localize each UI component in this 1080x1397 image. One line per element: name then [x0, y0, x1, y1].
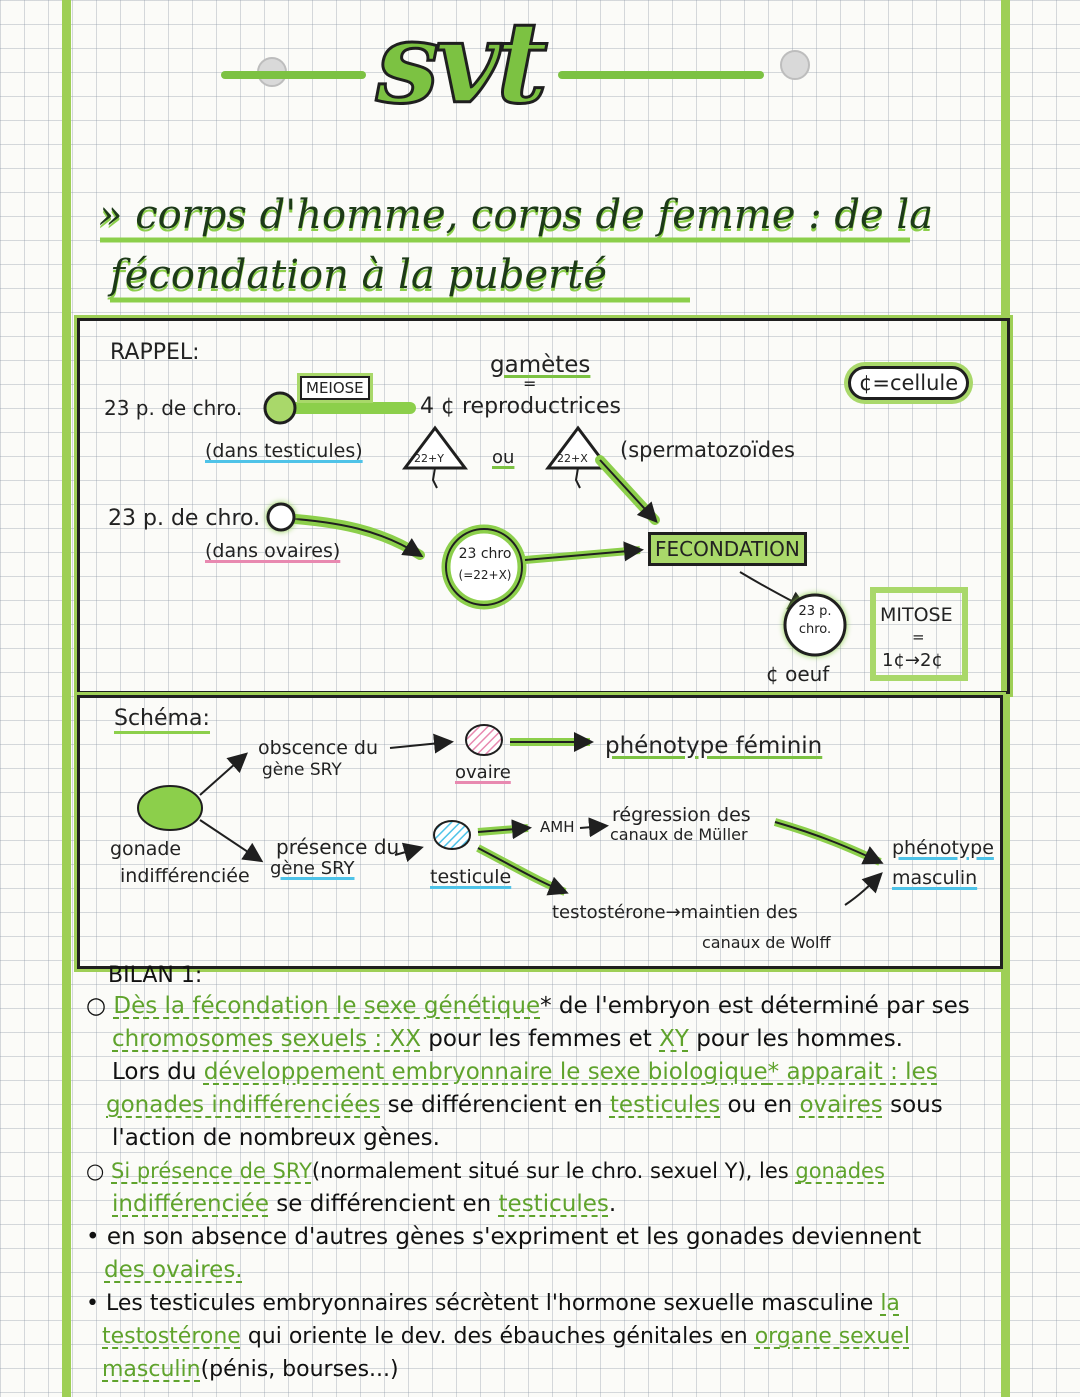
bilan-p2-line2 [86, 1188, 1006, 1221]
male-chromosomes-label: 23 p. de chro. [104, 396, 243, 420]
bilan-highlight: testicules [498, 1191, 609, 1217]
bilan-highlight: indifférenciée [112, 1191, 269, 1217]
bilan-p1-line4 [86, 1089, 1006, 1122]
bilan-highlight: gonades [795, 1159, 885, 1183]
ovocyte-label-2: (=22+X) [458, 568, 512, 582]
ou-label: ou [492, 447, 515, 468]
bilan-p4-line2 [86, 1320, 1006, 1353]
bilan-p1-line3 [86, 1056, 1006, 1089]
testosterone-label-2: canaux de Wolff [702, 933, 831, 952]
spermatozoides-label: (spermatozoïdes [620, 438, 795, 462]
mitose-formula: 1¢→2¢ [882, 650, 943, 671]
ovaires-label: (dans ovaires) [205, 540, 341, 562]
phenotype-masculin-label-1: phénotype [892, 837, 994, 859]
bilan-highlight: des ovaires. [104, 1257, 243, 1283]
cellule-legend: ¢=cellule [848, 366, 969, 400]
bilan-text: (normalement situé sur le chro. sexuel Y), les [311, 1159, 796, 1183]
bilan-text: pour les femmes et [420, 1026, 660, 1052]
phenotype-feminin-label: phénotype féminin [605, 733, 823, 759]
egg-label-2: chro. [798, 622, 832, 637]
oeuf-label: ¢ oeuf [766, 662, 830, 686]
sperm-y-label: 22+Y [414, 452, 444, 465]
sperm-x-label: 22+X [557, 452, 588, 465]
ovaire-label: ovaire [455, 762, 511, 783]
gonade-label-1: gonade [110, 838, 182, 860]
mitose-equals: = [912, 628, 925, 646]
bilan-highlight: la [880, 1291, 900, 1316]
female-chromosomes-label: 23 p. de chro. [108, 506, 261, 531]
bilan-text: * de l'embryon est déterminé par ses [540, 993, 970, 1019]
bilan-text: pour les hommes. [688, 1026, 903, 1052]
bilan-highlight: testicules [609, 1092, 721, 1118]
bilan-highlight: gonades indifférenciées [106, 1092, 381, 1118]
bullet-icon: • [86, 1224, 107, 1250]
bilan-text: . [608, 1191, 617, 1217]
bilan-highlight: organe sexuel [754, 1324, 910, 1349]
ovocyte-label-1: 23 chro [458, 546, 512, 562]
bilan-text: Lors du [112, 1059, 204, 1085]
testosterone-label-1: testostérone→maintien des [552, 902, 798, 923]
bilan-p2-line1 [86, 1155, 1006, 1188]
regression-label-2: canaux de Müller [610, 825, 748, 844]
bilan-highlight: * apparait : les [767, 1059, 938, 1085]
bilan-p4-line1 [86, 1287, 1006, 1320]
gametes-label: gamètes [490, 352, 591, 378]
absence-sry-label-2: gène SRY [262, 760, 342, 780]
bilan-highlight: testostérone [102, 1324, 241, 1349]
mitose-label: MITOSE [880, 604, 953, 626]
page-title: svt [376, 0, 544, 129]
bilan-section [86, 962, 1006, 1386]
chapter-title-line2: fécondation à la puberté [110, 252, 608, 298]
presence-sry-label-1: présence du [276, 835, 400, 859]
bilan-highlight: masculin [102, 1357, 201, 1382]
bilan-p1-line5 [86, 1122, 1006, 1155]
meiose-label: MEIOSE [300, 376, 370, 400]
bullet-icon: ○ [86, 1159, 111, 1183]
bilan-highlight: chromosomes sexuels : XX [112, 1026, 421, 1052]
bilan-highlight: ovaires [799, 1092, 883, 1118]
absence-sry-label-1: obscence du [258, 737, 379, 759]
bilan-p3-line1 [86, 1221, 1006, 1254]
chapter-title-line1: » corps d'homme, corps de femme : de la [98, 192, 934, 238]
bilan-highlight: Si présence de SRY [111, 1159, 312, 1183]
bilan-text: en son absence d'autres gènes s'expriment et les gonades deviennent [106, 1224, 922, 1250]
bilan-p3-line2 [86, 1254, 1006, 1287]
bilan-text: Les testicules embryonnaires sécrètent l'hormone sexuelle masculine [105, 1291, 881, 1316]
bilan-highlight: Dès la fécondation le sexe génétique [113, 993, 541, 1019]
fecondation-label: FECONDATION [648, 532, 807, 566]
bilan-p1-line1 [86, 990, 1006, 1023]
bilan-highlight: développement embryonnaire le sexe biologique [203, 1059, 768, 1085]
gonade-label-2: indifférenciée [120, 865, 250, 887]
bilan-text: se différencient en [268, 1191, 499, 1217]
phenotype-masculin-label-2: masculin [892, 867, 978, 889]
regression-label-1: régression des [612, 804, 751, 826]
schema-heading: Schéma: [114, 706, 210, 734]
bullet-icon: ○ [86, 993, 114, 1019]
bilan-text: (pénis, bourses...) [200, 1357, 399, 1382]
presence-sry-label-2: gène SRY [270, 858, 355, 879]
bilan-text: l'action de nombreux gènes. [112, 1125, 440, 1151]
bilan-heading: BILAN 1: [108, 963, 203, 988]
bilan-p4-line3 [86, 1353, 1006, 1386]
rappel-heading: RAPPEL: [110, 340, 200, 365]
reproductive-cells-label: 4 ¢ reproductrices [420, 394, 621, 419]
bilan-text: ou en [720, 1092, 800, 1118]
amh-label: AMH [540, 818, 575, 836]
bilan-highlight: XY [659, 1026, 689, 1052]
testicules-label: (dans testicules) [205, 440, 363, 462]
egg-label-1: 23 p. [798, 604, 832, 619]
bilan-text: sous [882, 1092, 943, 1118]
bullet-icon: • [86, 1291, 106, 1316]
bilan-p1-line2 [86, 1023, 1006, 1056]
testicule-label: testicule [430, 866, 512, 888]
bilan-text: qui oriente le dev. des ébauches génitales en [240, 1324, 755, 1349]
bilan-text: se différencient en [380, 1092, 610, 1118]
gametes-equals: = [523, 374, 537, 393]
